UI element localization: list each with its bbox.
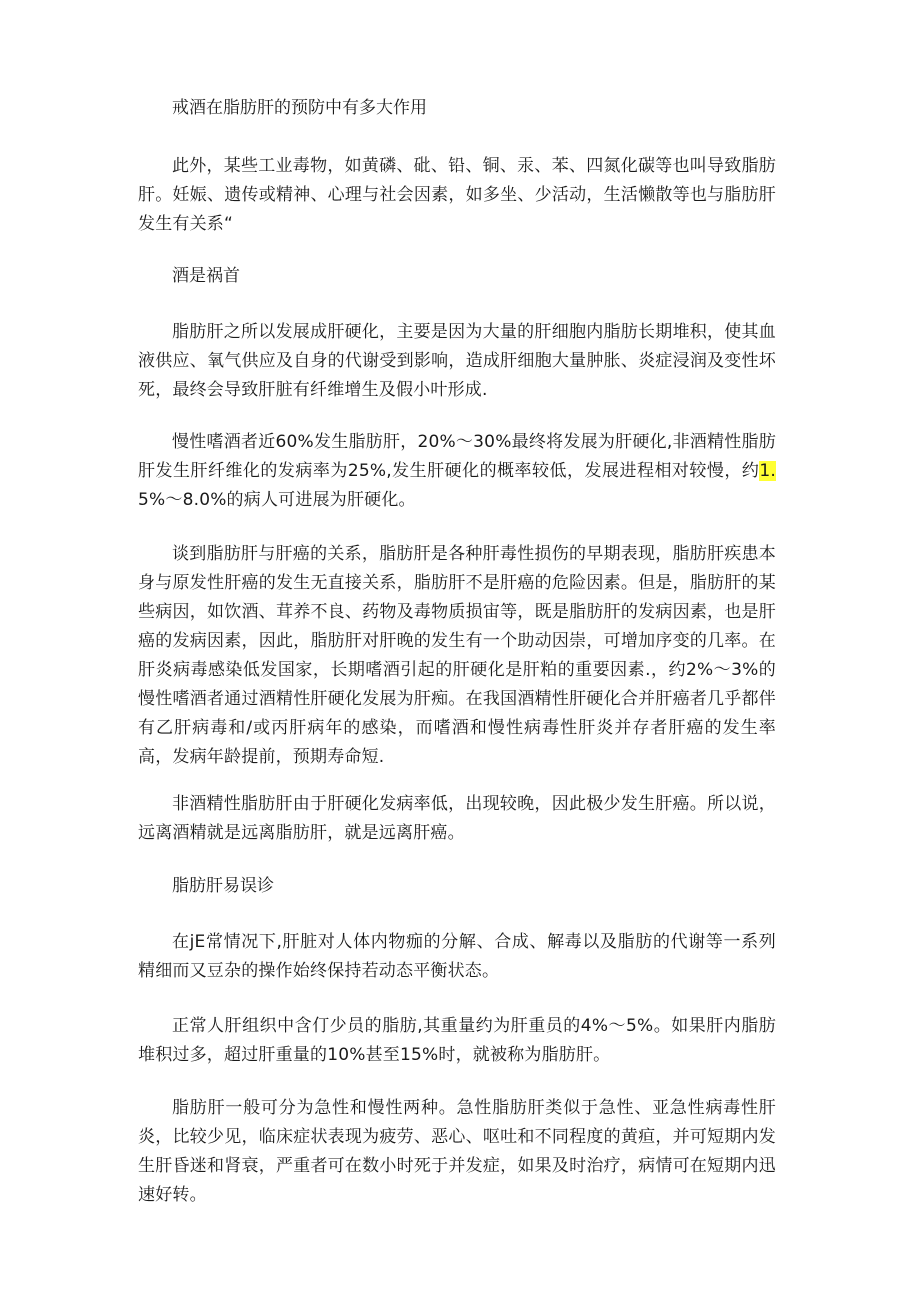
- section-heading-alcohol: 酒是祸首: [172, 266, 240, 286]
- paragraph-cirrhosis-mechanism: 脂肪肝之所以发展成肝硬化，主要是因为大量的肝细胞内脂肪长期堆积，使其血液供应、氧气供应及自身的代谢受到影响，造成肝细胞大量肿胀、炎症浸润及变性坏死，最终会导致肝脏有纤维增生及假小叶形成.: [138, 322, 776, 400]
- paragraph-alcohol-statistics-text: 慢性嗜酒者近60%发生脂肪肝，20%～30%最终将发展为肝硬化,非酒精性脂肪肝发生肝纤维化的发病率为25%,发生肝硬化的概率较低，发展进程相对较慢，约: [138, 432, 776, 481]
- paragraph-alcohol-statistics: [138, 428, 776, 515]
- paragraph-alcohol-statistics-text-end: 5%～8.0%的病人可进展为肝硬化。: [138, 490, 416, 510]
- paragraph-liver-function: 在jE常情况下,肝脏对人体内物痂的分解、合成、解毒以及脂肪的代谢等一系列精细而又豆杂的操作始终保持若动态平衡状态。: [138, 932, 776, 981]
- paragraph-non-alcoholic: 非酒精性脂肪肝由于肝硬化发病率低，出现较晚，因此极少发生肝癌。所以说，远离酒精就是远离脂肪肝，就是远离肝癌。: [138, 794, 776, 843]
- document-title: 戒酒在脂肪肝的预防中有多大作用: [172, 98, 427, 118]
- paragraph-liver-cancer-relation: 谈到脂肪肝与肝癌的关系，脂肪肝是各种肝毒性损伤的早期表现，脂肪肝疾患本身与原发性肝癌的发生无直接关系，脂肪肝不是肝癌的危险因素。但是，脂肪肝的某些病因，如饮酒、茸养不良、药物及毒物质损宙等，既是脂肪肝的发病因素，也是肝癌的发病因素，因此，脂肪肝对肝晚的发生有一个助动因崇，可增加序变的几率。在肝炎病毒感染低发国家，长期嗜酒引起的肝硬化是肝粕的重要因素.，约2%～3%的慢性嗜酒者通过酒精性肝硬化发展为肝痴。在我国酒精性肝硬化合并肝癌者几乎都伴有乙肝病毒和/或丙肝病年的感染，而嗜酒和慢性病毒性肝炎并存者肝癌的发生率高，发病年龄提前，预期寿命短.: [138, 544, 776, 767]
- paragraph-acute-chronic: 脂肪肝一般可分为急性和慢性两种。急性脂肪肝类似于急性、亚急性病毒性肝炎，比较少见，临床症状表现为疲劳、恶心、呕吐和不同程度的黄疸，并可短期内发生肝昏迷和肾衰，严重者可在数小时死于并发症，如果及时治疗，病情可在短期内迅速好转。: [138, 1098, 776, 1205]
- highlighted-text: 1.: [759, 461, 776, 481]
- paragraph-fatty-liver-definition: 正常人肝组织中含仃少员的脂肪,其重量约为肝重员的4%～5%。如果肝内脂肪堆积过多，超过肝重量的10%甚至15%时，就被称为脂肪肝。: [138, 1016, 776, 1065]
- section-heading-misdiagnosis: 脂肪肝易误诊: [172, 876, 274, 896]
- paragraph-industrial-toxins: 此外，某些工业毒物，如黄磷、砒、铅、铜、汞、苯、四氮化碳等也叫导致脂肪肝。妊娠、遗传或精神、心理与社会因素，如多坐、少活动，生活懒散等也与脂肪肝发生有关系“: [138, 156, 776, 234]
